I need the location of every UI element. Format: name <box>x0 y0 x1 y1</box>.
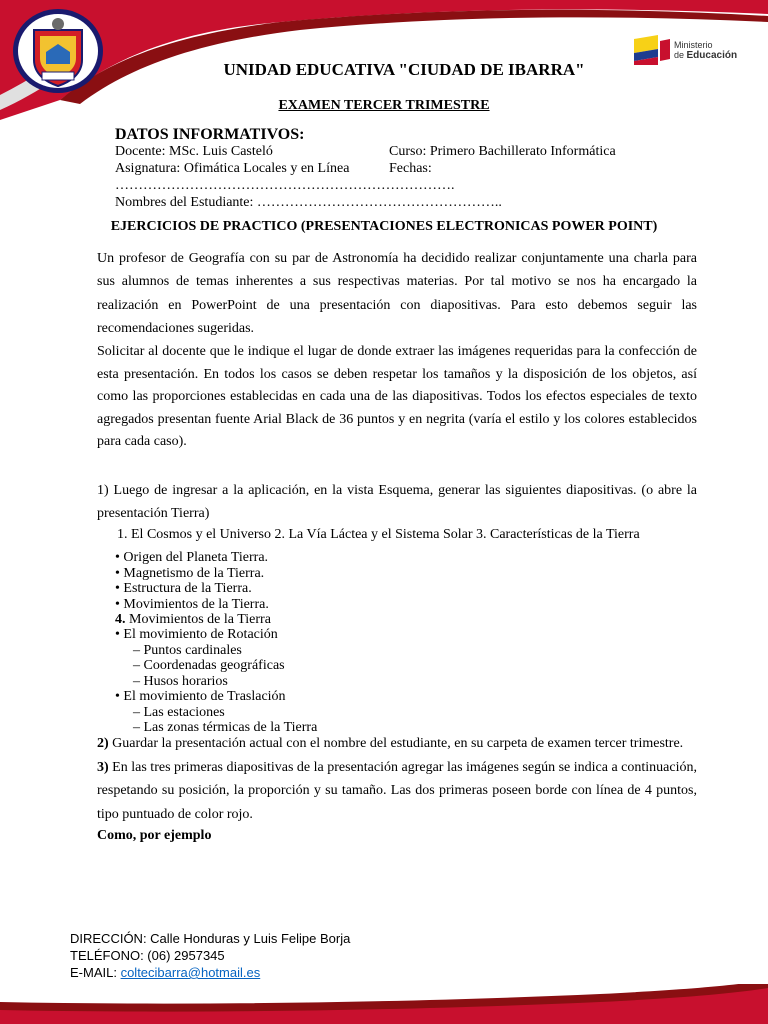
ministry-line1: Ministerio <box>674 39 713 50</box>
rotation-item: • El movimiento de Rotación <box>115 627 278 642</box>
translation-sub-item: – Las zonas térmicas de la Tierra <box>133 720 318 735</box>
step-3 <box>97 756 697 826</box>
ministry-name <box>674 40 737 61</box>
outline-item: • Estructura de la Tierra. <box>115 581 252 596</box>
rotation-sub-item: – Puntos cardinales <box>133 643 242 658</box>
translation-sub-item: – Las estaciones <box>133 705 225 720</box>
ministry-line2-bold: Educación <box>686 49 738 61</box>
ministry-line2-prefix: de <box>674 49 687 60</box>
item-4-number: 4. <box>115 612 126 627</box>
fechas-line: Fechas: <box>389 161 432 176</box>
translation-item: • El movimiento de Traslación <box>115 689 286 704</box>
example-label: Como, por ejemplo <box>97 828 212 843</box>
step-2-text: Guardar la presentación actual con el nombre del estudiante, en su carpeta de examen tercer trimestre. <box>108 736 684 751</box>
footer-phone: TELÉFONO: (06) 2957345 <box>70 948 225 963</box>
asignatura-line: Asignatura: Ofimática Locales y en Línea <box>115 161 350 176</box>
intro-paragraph-1: Un profesor de Geografía con su par de Astronomía ha decidido realizar conjuntamente una charla para sus alumnos de temas inherentes a sus respectivas materias. Por tal motivo se nos ha encargado la realización en PowerPoint de una presentación con diapositivas. Para esto debemos seguir las recomendaciones sugeridas. <box>97 251 697 336</box>
school-crest-logo <box>12 8 104 94</box>
footer-email-link[interactable]: coltecibarra@hotmail.es <box>120 965 261 980</box>
footer-red-band <box>0 984 768 1024</box>
school-title: UNIDAD EDUCATIVA "CIUDAD DE IBARRA" <box>223 60 585 79</box>
exercise-heading: EJERCICIOS DE PRACTICO (PRESENTACIONES ELECTRONICAS POWER POINT) <box>110 219 658 234</box>
dots-line: ………………………………………………………………. <box>115 178 455 193</box>
footer-contact <box>70 930 350 981</box>
outline-item: • Magnetismo de la Tierra. <box>115 566 265 581</box>
rotation-sub-item: – Husos horarios <box>133 674 228 689</box>
intro-paragraph-2: Solicitar al docente que le indique el lugar de donde extraer las imágenes requeridas para la confección de esta presentación. En todos los casos se deben respetar los tamaños y la disposición de los objetos, así como las proporciones establecidas en cada una de las diapositivas. Todos los efectos especiales de texto agregados presentan fuente Arial Black de 36 puntos y en negrita (varía el estilo y los colores establecidos para cada caso). <box>97 344 697 449</box>
footer-email-line <box>70 964 350 981</box>
slides-line: 1. El Cosmos y el Universo 2. La Vía Láctea y el Sistema Solar 3. Características de la Tierra <box>117 527 640 542</box>
info-heading: DATOS INFORMATIVOS: <box>115 126 305 143</box>
step-1: 1) Luego de ingresar a la aplicación, en la vista Esquema, generar las siguientes diapositivas. (o abre la presentación Tierra) <box>97 483 697 522</box>
footer-address: DIRECCIÓN: Calle Honduras y Luis Felipe Borja <box>70 931 351 946</box>
docente-line: Docente: MSc. Luis Casteló <box>115 144 273 159</box>
outline-item: • Movimientos de la Tierra. <box>115 597 269 612</box>
item-4-text: Movimientos de la Tierra <box>125 612 271 627</box>
step-2-number: 2) <box>97 736 109 751</box>
exam-title: EXAMEN TERCER TRIMESTRE <box>278 98 490 113</box>
student-name-line: Nombres del Estudiante: …………………………………………….. <box>115 195 502 210</box>
outline-item-4 <box>115 612 271 627</box>
step-3-text: En las tres primeras diapositivas de la presentación agregar las imágenes según se indica a continuación, respetando su posición, la proporción y su tamaño. Las dos primeras poseen borde con línea de 4 puntos, tipo puntuado de color rojo. <box>97 760 697 822</box>
rotation-sub-item: – Coordenadas geográficas <box>133 658 285 673</box>
step-2 <box>97 736 683 751</box>
step-3-number: 3) <box>97 760 109 775</box>
outline-item: • Origen del Planeta Tierra. <box>115 550 269 565</box>
footer-email-label: E-MAIL: <box>70 965 121 980</box>
curso-line: Curso: Primero Bachillerato Informática <box>389 144 616 159</box>
exam-title-wrap <box>0 96 768 114</box>
